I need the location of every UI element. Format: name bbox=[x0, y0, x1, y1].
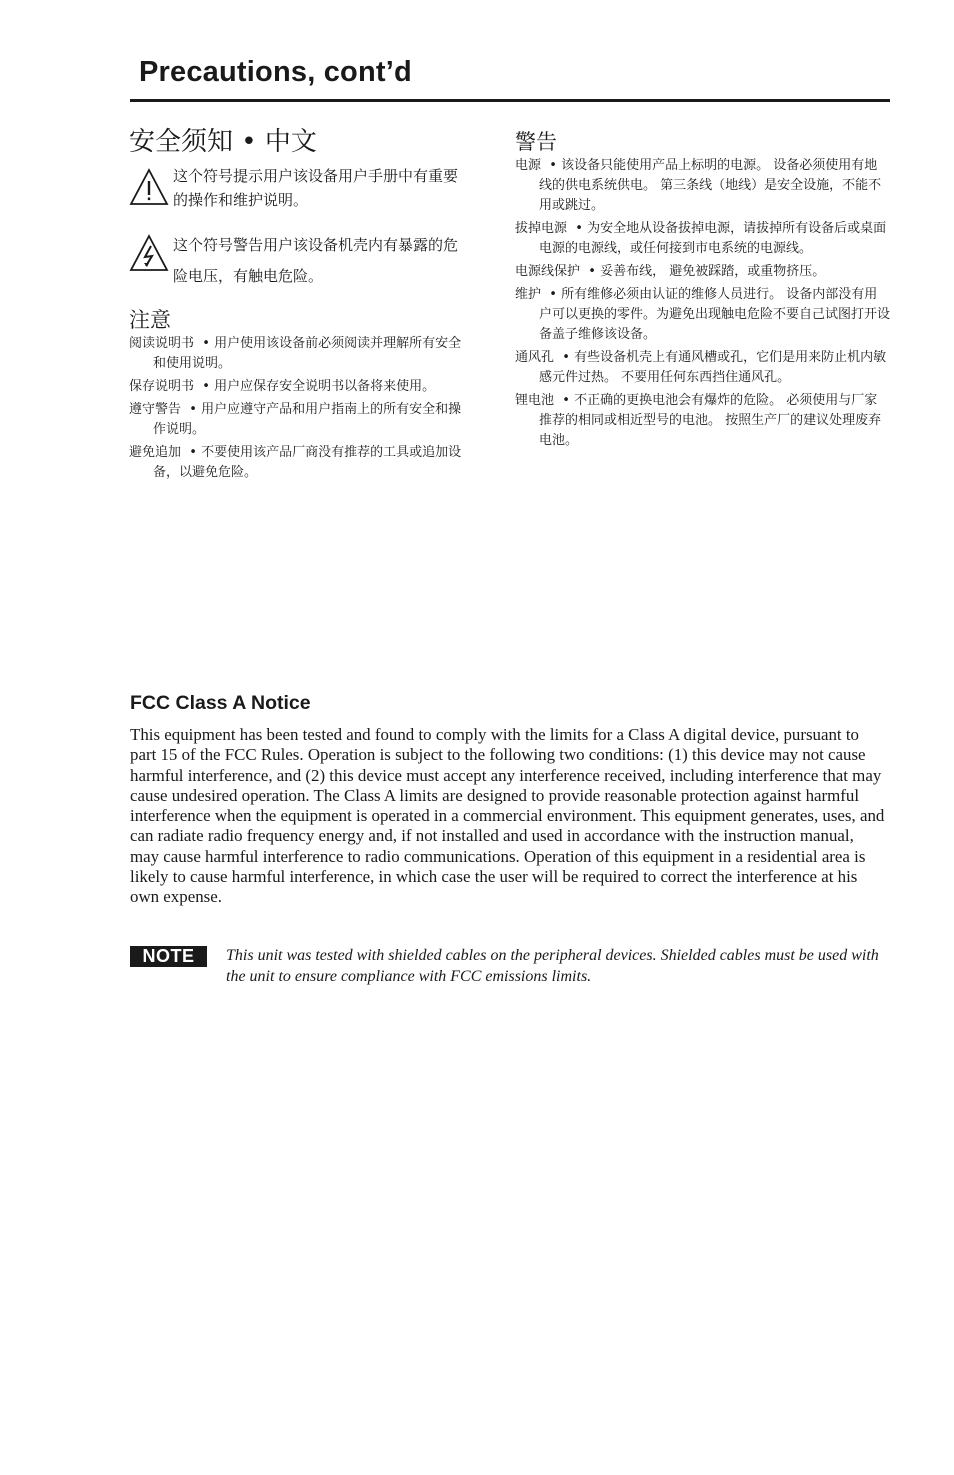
warning-item-desc: 有些设备机壳上有通风槽或孔，它们是用来防止机内敏感元件过热。 不要用任何东西挡住通风孔。 bbox=[539, 350, 887, 385]
warning-item: 电源线保护 • 妥善布线， 避免被踩踏，或重物挤压。 bbox=[515, 264, 826, 279]
caution-item-term: 保存说明书 bbox=[129, 379, 195, 394]
fcc-heading: FCC Class A Notice bbox=[130, 692, 311, 714]
symbol-warning-text: 这个符号提示用户该设备用户手册中有重要的操作和维护说明。 bbox=[173, 167, 459, 209]
warning-item: 电源 • 该设备只能使用产品上标明的电源。 设备必须使用有地线的供电系统供电。 第三条线（地线）是安全设施，不能不用或跳过。 bbox=[515, 158, 882, 213]
warning-column bbox=[515, 128, 890, 454]
warning-item: 拔掉电源 • 为安全地从设备拔掉电源，请拔掉所有设备后或桌面电源的电源线，或任何接到市电系统的电源线。 bbox=[515, 221, 887, 256]
warning-item-desc: 为安全地从设备拔掉电源，请拔掉所有设备后或桌面电源的电源线，或任何接到市电系统的电源线。 bbox=[539, 221, 887, 256]
warning-item-desc: 不正确的更换电池会有爆炸的危险。 必须使用与厂家推荐的相同或相近型号的电池。 按照生产厂的建议处理废弃电池。 bbox=[539, 393, 882, 448]
warning-heading: 警告 bbox=[515, 130, 557, 154]
warning-item-desc: 妥善布线， 避免被踩踏，或重物挤压。 bbox=[600, 264, 826, 279]
caution-item: 保存说明书 • 用户应保存安全说明书以备将来使用。 bbox=[129, 379, 436, 394]
warning-item-term: 拔掉电源 bbox=[515, 221, 568, 236]
electric-shock-icon bbox=[129, 234, 173, 276]
note-badge: NOTE bbox=[130, 946, 207, 967]
symbol-row-shock bbox=[129, 230, 469, 292]
warning-item-term: 通风孔 bbox=[515, 350, 555, 365]
caution-item: 阅读说明书 • 用户使用该设备前必须阅读并理解所有安全和使用说明。 bbox=[129, 336, 462, 371]
caution-item-term: 阅读说明书 bbox=[129, 336, 195, 351]
caution-item-term: 遵守警告 bbox=[129, 402, 182, 417]
caution-item-desc: 不要使用该产品厂商没有推荐的工具或追加设备，以避免危险。 bbox=[153, 445, 462, 480]
safety-column bbox=[129, 124, 469, 486]
caution-item-desc: 用户应遵守产品和用户指南上的所有安全和操作说明。 bbox=[153, 402, 462, 437]
title-divider bbox=[130, 99, 890, 102]
warning-item: 通风孔 • 有些设备机壳上有通风槽或孔，它们是用来防止机内敏感元件过热。 不要用任何东西挡住通风孔。 bbox=[515, 350, 887, 385]
warning-item-term: 维护 bbox=[515, 287, 542, 302]
warning-item-term: 电源 bbox=[515, 158, 542, 173]
warning-item: 锂电池 • 不正确的更换电池会有爆炸的危险。 必须使用与厂家推荐的相同或相近型号的电池。 按照生产厂的建议处理废弃电池。 bbox=[515, 393, 882, 448]
warning-item: 维护 • 所有维修必须由认证的维修人员进行。 设备内部没有用户可以更换的零件。为避免出现触电危险不要自己试图打开设备盖子维修该设备。 bbox=[515, 287, 891, 342]
page-title: Precautions, cont’d bbox=[139, 56, 412, 88]
fcc-body: This equipment has been tested and found to comply with the limits for a Class A digital device, pursuant to part 15 of the FCC Rules. Operation is subject to the following two conditions: (1) this device may not cause harmful interference, and (2) this device must accept any interference received, including interference that may cause undesired operation. The Class A limits are designed to provide reasonable protection against harmful interference when the equipment is operated in a commercial environment. This equipment generates, uses, and can radiate radio frequency energy and, if not installed and used in accordance with the instruction manual, may cause harmful interference to radio communications. Operation of this equipment in a residential area is likely to cause harmful interference, in which case the user will be required to correct the interference at his own expense. bbox=[130, 725, 885, 907]
warning-triangle-icon bbox=[129, 168, 173, 210]
warning-item-desc: 该设备只能使用产品上标明的电源。 设备必须使用有地线的供电系统供电。 第三条线（地线）是安全设施，不能不用或跳过。 bbox=[539, 158, 882, 213]
caution-item-term: 避免追加 bbox=[129, 445, 182, 460]
caution-heading: 注意 bbox=[129, 308, 171, 332]
symbol-shock-text: 这个符号警告用户该设备机壳内有暴露的危险电压，有触电危险。 bbox=[173, 236, 459, 285]
caution-item-desc: 用户应保存安全说明书以备将来使用。 bbox=[214, 379, 436, 394]
safety-heading: 安全须知 • 中文 bbox=[129, 127, 317, 157]
caution-item: 遵守警告 • 用户应遵守产品和用户指南上的所有安全和操作说明。 bbox=[129, 402, 462, 437]
symbol-row-warning bbox=[129, 164, 469, 212]
caution-item-desc: 用户使用该设备前必须阅读并理解所有安全和使用说明。 bbox=[153, 336, 462, 371]
warning-item-desc: 所有维修必须由认证的维修人员进行。 设备内部没有用户可以更换的零件。为避免出现触电危险不要自己试图打开设备盖子维修该设备。 bbox=[539, 287, 891, 342]
caution-item: 避免追加 • 不要使用该产品厂商没有推荐的工具或追加设备，以避免危险。 bbox=[129, 445, 462, 480]
warning-item-term: 锂电池 bbox=[515, 393, 555, 408]
note-text: This unit was tested with shielded cables on the peripheral devices. Shielded cables must be used with the unit to ensure compliance with FCC emissions limits. bbox=[226, 947, 879, 985]
warning-item-term: 电源线保护 bbox=[515, 264, 581, 279]
